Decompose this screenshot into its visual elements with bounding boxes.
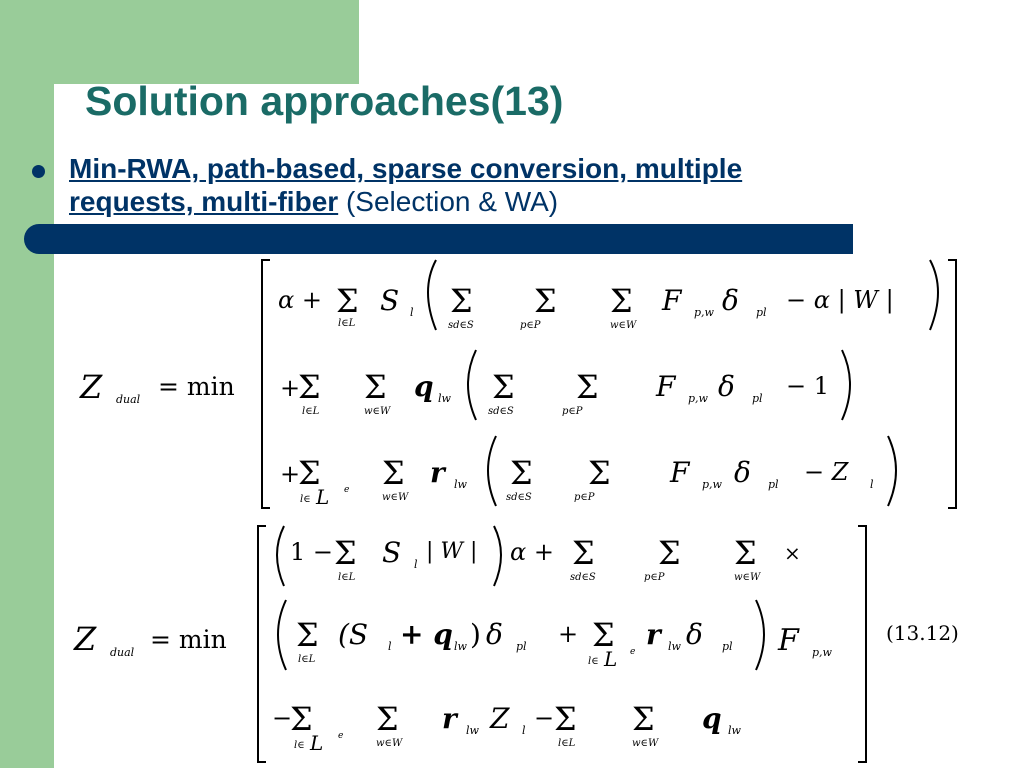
row2-sigma-l: Σ [298, 368, 321, 406]
row2-sigma-w-under: w∈W [364, 406, 391, 417]
rowB-L: L [604, 647, 618, 671]
rowA-left-paren [277, 526, 284, 586]
right-square-bracket-2 [858, 526, 866, 762]
row3-sigma-sd: Σ [510, 454, 533, 492]
row1-F-sub: p,w [694, 306, 714, 319]
row3-delta-sub: pl [768, 478, 779, 491]
bullet-line-2 [69, 186, 558, 218]
rowC-sigma-l-under: l∈L [558, 738, 576, 749]
rowC-sigma-l: Σ [554, 700, 577, 738]
rowC-sigma-w2: Σ [632, 700, 655, 738]
row1-sigma-sd: Σ [450, 282, 473, 320]
bullet-link-part-1[interactable]: Min-RWA, path-based, sparse conversion, multiple [69, 153, 743, 184]
rowC-minus2: − [534, 704, 555, 732]
rowC-e-sup: e [338, 731, 344, 741]
rowA-sigma-p: Σ [658, 534, 681, 572]
row1-sigma-p-under: p∈P [520, 320, 541, 331]
row2-delta-sub: pl [752, 392, 763, 405]
row3-delta: δ [734, 456, 751, 489]
row3-left-paren [488, 436, 496, 506]
rowB-delta2-sub: pl [722, 640, 733, 653]
rowB-delta-sub: pl [516, 640, 527, 653]
rowC-sigma-w: Σ [376, 700, 399, 738]
row2-sigma-p-under: p∈P [562, 406, 583, 417]
row1-right-paren [930, 260, 938, 330]
equation-2 [73, 526, 959, 762]
rowB-right-paren [756, 600, 764, 670]
row3-sigma-w: Σ [382, 454, 405, 492]
row1-tail: − α | W | [786, 286, 894, 314]
row1-S: S [380, 284, 400, 317]
row2-q: q [414, 370, 434, 403]
rowA-S: S [382, 536, 402, 569]
row3-sigma-p: Σ [588, 454, 611, 492]
row1-left-paren [428, 260, 436, 330]
rowB-sigma-L: Σ [592, 616, 615, 654]
rowC-L: L [310, 731, 324, 755]
row3-F-sub: p,w [702, 478, 722, 491]
rowB-close: ) [470, 618, 481, 651]
row1-sigma-sd-under: sd∈S [448, 320, 474, 331]
row1-sigma-w-under: w∈W [610, 320, 637, 331]
row1-F: F [662, 284, 682, 317]
rowC-Z: Z [490, 702, 510, 735]
rowB-q: + q [400, 618, 453, 651]
rowB-sigma-l: Σ [296, 616, 319, 654]
dual-formula [58, 250, 1008, 768]
row3-e-sup: e [344, 485, 350, 495]
left-green-band [0, 0, 54, 768]
row3-tail: − Z [804, 458, 849, 486]
row3-r: r [430, 456, 445, 489]
rowC-sigma-w2-under: w∈W [632, 738, 659, 749]
rowA-sigma-w: Σ [734, 534, 757, 572]
rowB-e-sup: e [630, 647, 636, 657]
slide-title: Solution approaches(13) [85, 78, 564, 124]
rowC-r: r [442, 702, 457, 735]
equals2-min: = min [150, 625, 227, 654]
row3-sigma-sd-under: sd∈S [506, 492, 532, 503]
row1-sigma: Σ [336, 282, 359, 320]
rowB-plus: + [558, 620, 579, 648]
lhs2-sub: dual [110, 646, 135, 659]
lhs-sub: dual [116, 393, 141, 406]
rowA-sigma-w-under: w∈W [734, 572, 761, 583]
row1-sigma-p: Σ [534, 282, 557, 320]
row2-sigma-p: Σ [576, 368, 599, 406]
rowC-Z-sub: l [522, 724, 526, 737]
rowA-alpha: α + [510, 538, 554, 566]
row1-delta: δ [722, 284, 739, 317]
row2-sigma-l-under: l∈L [302, 406, 320, 417]
row3-r-sub: lw [454, 478, 467, 491]
rowA-sigma-p-under: p∈P [644, 572, 665, 583]
rowB-r: r [646, 618, 661, 651]
rowA-sigma-l: Σ [334, 534, 357, 572]
rowC-q-sub: lw [728, 724, 741, 737]
row2-F: F [656, 370, 676, 403]
equation-1 [79, 260, 956, 509]
row2-plus: + [280, 374, 301, 402]
row2-sigma-sd-under: sd∈S [488, 406, 514, 417]
row1-S-sub: l [410, 306, 414, 319]
row2-q-sub: lw [438, 392, 451, 405]
bullet-dot [32, 165, 45, 178]
rowA-one: 1 − [290, 538, 334, 566]
left-square-bracket-2 [258, 526, 266, 762]
rowB-r-sub: lw [668, 640, 681, 653]
rowC-sigma-w-under: w∈W [376, 738, 403, 749]
bullet-link-part-2[interactable]: requests, multi-fiber [69, 186, 339, 217]
row3-plus: + [280, 460, 301, 488]
row3-sigma-w-under: w∈W [382, 492, 409, 503]
rowA-sigma-sd: Σ [572, 534, 595, 572]
row3-right-paren [888, 436, 896, 506]
row2-sigma-w: Σ [364, 368, 387, 406]
rowB-q-sub: lw [454, 640, 467, 653]
lhs2-Z: Z [74, 620, 97, 658]
row3-sigma-p-under: p∈P [574, 492, 595, 503]
rowC-q: q [702, 702, 722, 735]
rowB-delta: δ [486, 618, 503, 651]
row3-F: F [670, 456, 690, 489]
rowB-sigma-L-under: l∈ [588, 656, 599, 667]
rowC-r-sub: lw [466, 724, 479, 737]
right-square-bracket [948, 260, 956, 508]
bullet-plain-text: (Selection & WA) [345, 186, 559, 217]
row2-delta: δ [718, 370, 735, 403]
row3-sigma-l-under: l∈ [300, 494, 311, 505]
rowC-minus: − [272, 704, 293, 732]
row2-F-sub: p,w [688, 392, 708, 405]
row1-delta-sub: pl [756, 306, 767, 319]
lhs-Z: Z [80, 368, 103, 406]
row3-L: L [316, 485, 330, 509]
row3-sigma-l: Σ [298, 454, 321, 492]
top-green-band [0, 0, 359, 84]
rowA-sigma-l-under: l∈L [338, 572, 356, 583]
rowB-F: F [778, 623, 799, 658]
rowA-S-sub: l [414, 558, 418, 571]
rowA-sigma-sd-under: sd∈S [570, 572, 596, 583]
row2-tail: − 1 [786, 372, 830, 400]
row2-right-paren [842, 350, 850, 420]
row2-sigma-sd: Σ [492, 368, 515, 406]
rowB-left-paren [278, 600, 286, 670]
rowB-sigma-l-under: l∈L [298, 654, 316, 665]
rowB-S-sub: l [388, 640, 392, 653]
bullet-line-1 [69, 153, 742, 185]
row3-Z-sub: l [870, 478, 874, 491]
rowA-right-paren [494, 526, 501, 586]
rowC-sigma-L-under: l∈ [294, 740, 305, 751]
rowB-delta2: δ [686, 618, 703, 651]
row1-alpha: α + [278, 286, 322, 314]
equals-min: = min [158, 372, 235, 401]
rowA-W: | W | [426, 539, 478, 564]
left-square-bracket [262, 260, 270, 508]
rowB-F-sub: p,w [812, 646, 832, 659]
row2-left-paren [468, 350, 476, 420]
rowC-sigma-L: Σ [290, 700, 313, 738]
row1-sigma-w: Σ [610, 282, 633, 320]
rowA-times: × [784, 541, 801, 565]
rowB-open: (S [338, 618, 369, 651]
equation-number: (13.12) [886, 621, 959, 645]
row1-sigma-under: l∈L [338, 318, 356, 329]
